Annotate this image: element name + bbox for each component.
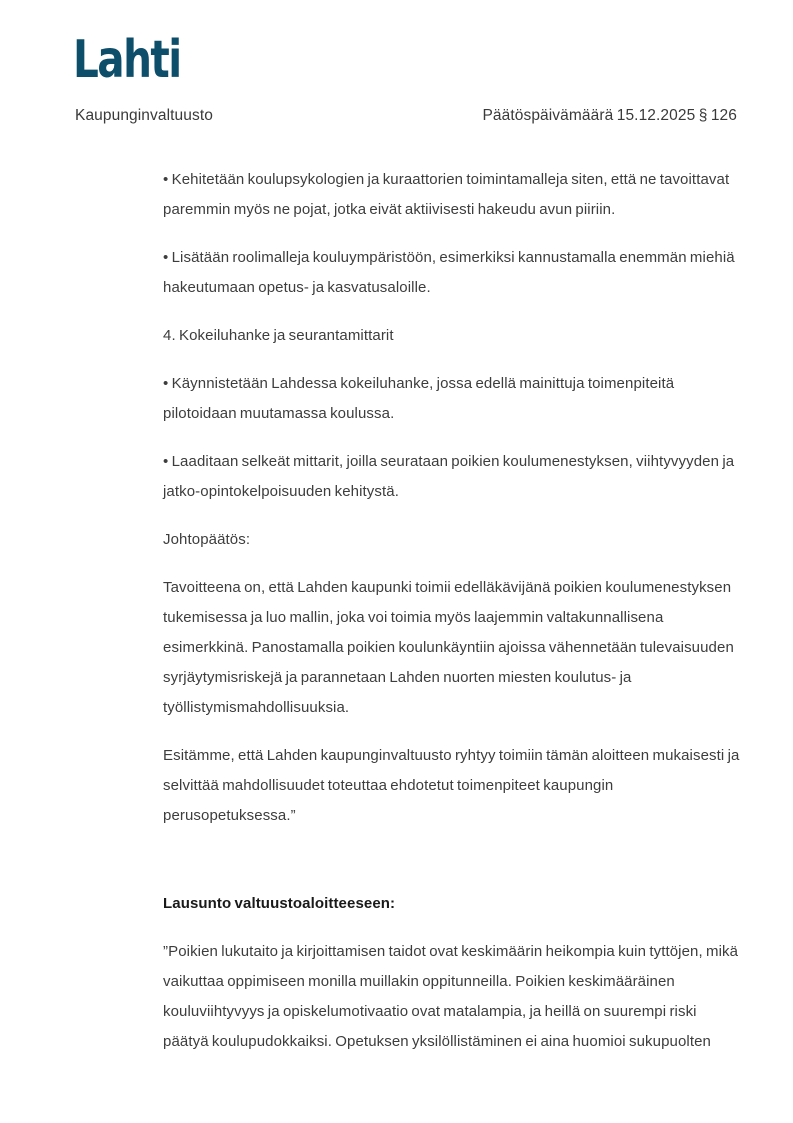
- header-committee-label: Kaupunginvaltuusto: [75, 107, 213, 124]
- document-body: [163, 165, 743, 1075]
- paragraph: Esitämme, että Lahden kaupunginvaltuusto ryhtyy toimiin tämän aloitteen mukaisesti ja selvittää mahdollisuudet toteuttaa ehdotetut toimenpiteet kaupungin perusopetuksessa.”: [163, 747, 740, 824]
- paragraph: Johtopäätös:: [163, 531, 251, 548]
- bullet-item: • Kehitetään koulupsykologien ja kuraattorien toimintamalleja siten, että ne tavoittavat paremmin myös ne pojat, jotka eivät aktiivisesti hakeudu avun piiriin.: [163, 171, 730, 218]
- section-heading: Lausunto valtuustoaloitteeseen:: [163, 895, 396, 912]
- document-header: [75, 107, 737, 125]
- header-decision-date: Päätöspäivämäärä 15.12.2025 § 126: [482, 107, 737, 124]
- paragraph: Tavoitteena on, että Lahden kaupunki toimii edelläkävijänä poikien koulumenestyksen tukemisessa ja luo mallin, joka voi toimia myös laajemmin valtakunnallisena esimerkkinä. Panostamalla poikien koulunkäyntiin ajoissa vähennetään tulevaisuuden syrjäytymisriskejä ja parannetaan Lahden nuorten miesten koulutus- ja työllistymismahdollisuuksia.: [163, 579, 734, 716]
- paragraph: 4. Kokeiluhanke ja seurantamittarit: [163, 327, 394, 344]
- bullet-item: • Käynnistetään Lahdessa kokeiluhanke, jossa edellä mainittuja toimenpiteitä pilotoidaan muutamassa koulussa.: [163, 375, 675, 422]
- paragraph: ”Poikien lukutaito ja kirjoittamisen taidot ovat keskimäärin heikompia kuin tyttöjen, mikä vaikuttaa oppimiseen monilla muillakin oppitunneilla. Poikien keskimääräinen kouluviihtyvyys ja opiskelumotivaatio ovat matalampia, ja heillä on suurempi riski päätyä koulupudokkaiksi. Opetuksen yksilöllistäminen ei aina huomioi sukupuolten: [163, 943, 739, 1050]
- bullet-item: • Laaditaan selkeät mittarit, joilla seurataan poikien koulumenestyksen, viihtyvyyden ja jatko-opintokelpoisuuden kehitystä.: [163, 453, 735, 500]
- lahti-logo: Lahti: [73, 30, 181, 90]
- bullet-item: • Lisätään roolimalleja kouluympäristöön, esimerkiksi kannustamalla enemmän miehiä hakeutumaan opetus- ja kasvatusaloille.: [163, 249, 735, 296]
